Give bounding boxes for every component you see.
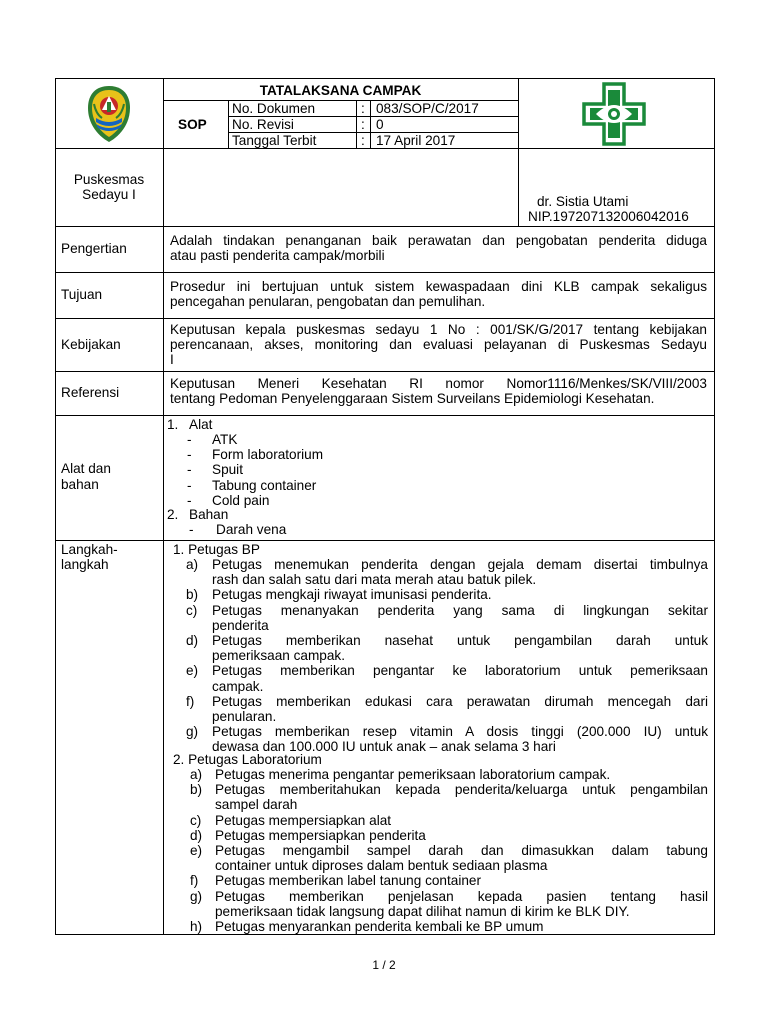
step-text-line1: Petugas menyarankan penderita kembali ke BP umum <box>215 919 544 934</box>
step-marker: f) <box>190 873 199 889</box>
alat-item: Spuit <box>212 462 243 478</box>
referensi-text-line1: Keputusan Meneri Kesehatan RI nomor Nomor1116/Menkes/SK/VIII/2003 <box>170 376 707 391</box>
bahan-number: 2. <box>167 507 179 522</box>
field-value-no-dokumen: 083/SOP/C/2017 <box>376 101 479 116</box>
kebijakan-text-line1: Keputusan kepala puskesmas sedayu 1 No : 001/SK/G/2017 tentang kebijakan <box>170 322 707 337</box>
field-label-no-dokumen: No. Dokumen <box>232 101 316 116</box>
group-title-petugas-laboratorium: 2. Petugas Laboratorium <box>173 752 322 767</box>
referensi-text-line2: tentang Pedoman Penyelenggaraan Sistem Surveilans Epidemiologi Kesehatan. <box>170 391 655 406</box>
pengertian-text-line2: atau pasti penderita campak/morbili <box>170 248 385 263</box>
step-marker: a) <box>186 557 199 572</box>
step-marker: e) <box>190 843 203 858</box>
alat-item: ATK <box>212 432 238 447</box>
step-text-line1: Petugas mempersiapkan penderita <box>215 827 426 843</box>
step-marker: b) <box>190 782 203 798</box>
step-marker: e) <box>186 663 199 679</box>
step-text-line1: Petugas memberikan label tanung container <box>215 873 482 889</box>
regional-seal-logo <box>84 84 134 144</box>
bahan-title: Bahan <box>189 507 229 522</box>
section-label-pengertian: Pengertian <box>61 241 127 256</box>
tujuan-text-line2: pencegahan penularan, pengobatan dan pemulihan. <box>170 294 486 309</box>
alat-number: 1. <box>167 417 179 432</box>
group-title-petugas-bp: 1. Petugas BP <box>173 542 260 557</box>
kebijakan-text-line2: perencanaan, akses, monitoring dan evaluasi pelayanan di Puskesmas Sedayu <box>170 337 707 352</box>
step-marker: g) <box>190 888 203 904</box>
field-label-tanggal-terbit: Tanggal Terbit <box>232 133 317 148</box>
step-marker: c) <box>190 812 202 828</box>
tujuan-text-line1: Prosedur ini bertujuan untuk sistem kewaspadaan dini KLB campak sekaligus <box>170 279 707 294</box>
alat-title: Alat <box>189 417 213 432</box>
step-marker: f) <box>186 693 195 709</box>
petugas-bp-steps <box>186 557 708 753</box>
step-text-line1: Petugas menerima pengantar pemeriksaan laboratorium campak. <box>215 767 611 782</box>
step-text-line1: Petugas mengkaji riwayat imunisasi penderita. <box>212 587 492 603</box>
step-text-line2: rash dan salah satu dari mata merah atau batuk pilek. <box>212 572 537 588</box>
step-text-line1: Petugas memberikan edukasi cara perawatan dirumah mencegah dari <box>212 693 708 709</box>
step-marker: d) <box>186 633 199 648</box>
field-label-no-revisi: No. Revisi <box>232 117 294 132</box>
step-text-line1: Petugas memberikan nasehat untuk pengambilan darah untuk <box>212 633 708 648</box>
step-text-line1: Petugas memberikan penjelasan kepada pasien tentang hasil <box>215 888 708 904</box>
step-text-line1: Petugas menanyakan penderita yang sama di lingkungan sekitar <box>212 602 708 618</box>
field-value-tanggal-terbit: 17 April 2017 <box>376 133 456 148</box>
puskesmas-logo <box>582 82 646 146</box>
org-name-line2: Sedayu I <box>82 187 136 202</box>
step-text-line2: pemeriksaan campak. <box>212 648 345 664</box>
signer-name: dr. Sistia Utami <box>537 194 629 209</box>
step-marker: d) <box>190 827 203 843</box>
bahan-item: Darah vena <box>216 522 287 537</box>
step-text-line2: pemeriksaan tidak langsung dapat dilihat namun di kirim ke BLK DIY. <box>215 903 630 919</box>
section-label-kebijakan: Kebijakan <box>61 337 121 352</box>
step-text-line2: sampel darah <box>215 797 298 813</box>
signer-nip: NIP.197207132006042016 <box>528 209 689 224</box>
alat-item: Cold pain <box>212 492 270 508</box>
alat-item: Tabung container <box>212 477 317 493</box>
dash: - <box>189 522 194 537</box>
org-name-line1: Puskesmas <box>73 172 145 187</box>
step-marker: b) <box>186 587 199 603</box>
step-text-line1: Petugas memberikan pengantar ke laboratorium untuk pemeriksaan <box>212 663 708 679</box>
section-label-langkah-line2: langkah <box>61 557 109 572</box>
field-sep: : <box>361 133 365 148</box>
step-text-line2: campak. <box>212 678 264 694</box>
step-text-line1: Petugas menemukan penderita dengan gejala demam disertai timbulnya <box>212 557 708 572</box>
section-label-alat-bahan-line2: bahan <box>61 477 99 492</box>
field-sep: : <box>361 101 365 116</box>
dash: - <box>187 447 192 463</box>
dash: - <box>187 492 192 508</box>
document-title: TATALAKSANA CAMPAK <box>259 83 422 98</box>
field-value-no-revisi: 0 <box>376 117 384 132</box>
field-sep: : <box>361 117 365 132</box>
step-text-line2: penderita <box>212 617 269 633</box>
kebijakan-text-line3: I <box>170 352 174 367</box>
step-text-line2: container untuk diproses dalam bentuk sediaan plasma <box>215 858 548 874</box>
step-text-line1: Petugas mempersiapkan alat <box>215 812 392 828</box>
step-text-line1: Petugas memberitahukan kepada penderita/keluarga untuk pengambilan <box>215 782 708 798</box>
section-label-tujuan: Tujuan <box>61 287 103 302</box>
petugas-laboratorium-steps <box>190 767 708 933</box>
section-label-alat-bahan-line1: Alat dan <box>61 461 111 476</box>
step-marker: g) <box>186 724 199 740</box>
step-text-line1: Petugas mengambil sampel darah dan dimasukkan dalam tabung <box>215 843 708 858</box>
step-marker: h) <box>190 919 203 934</box>
step-marker: a) <box>190 767 203 782</box>
sop-label: SOP <box>178 117 207 132</box>
dash: - <box>187 432 192 447</box>
step-marker: c) <box>186 602 198 618</box>
step-text-line1: Petugas memberikan resep vitamin A dosis tinggi (200.000 IU) untuk <box>212 724 708 740</box>
page-indicator: 1 / 2 <box>372 958 396 972</box>
section-label-langkah-line1: Langkah- <box>61 542 118 557</box>
step-text-line2: dewasa dan 100.000 IU untuk anak – anak selama 3 hari <box>212 739 556 755</box>
step-text-line2: penularan. <box>212 708 277 724</box>
section-label-referensi: Referensi <box>61 385 120 400</box>
pengertian-text-line1: Adalah tindakan penanganan baik perawatan dan pengobatan penderita diduga <box>170 233 707 248</box>
dash: - <box>187 462 192 478</box>
alat-item: Form laboratorium <box>212 447 324 463</box>
dash: - <box>187 477 192 493</box>
